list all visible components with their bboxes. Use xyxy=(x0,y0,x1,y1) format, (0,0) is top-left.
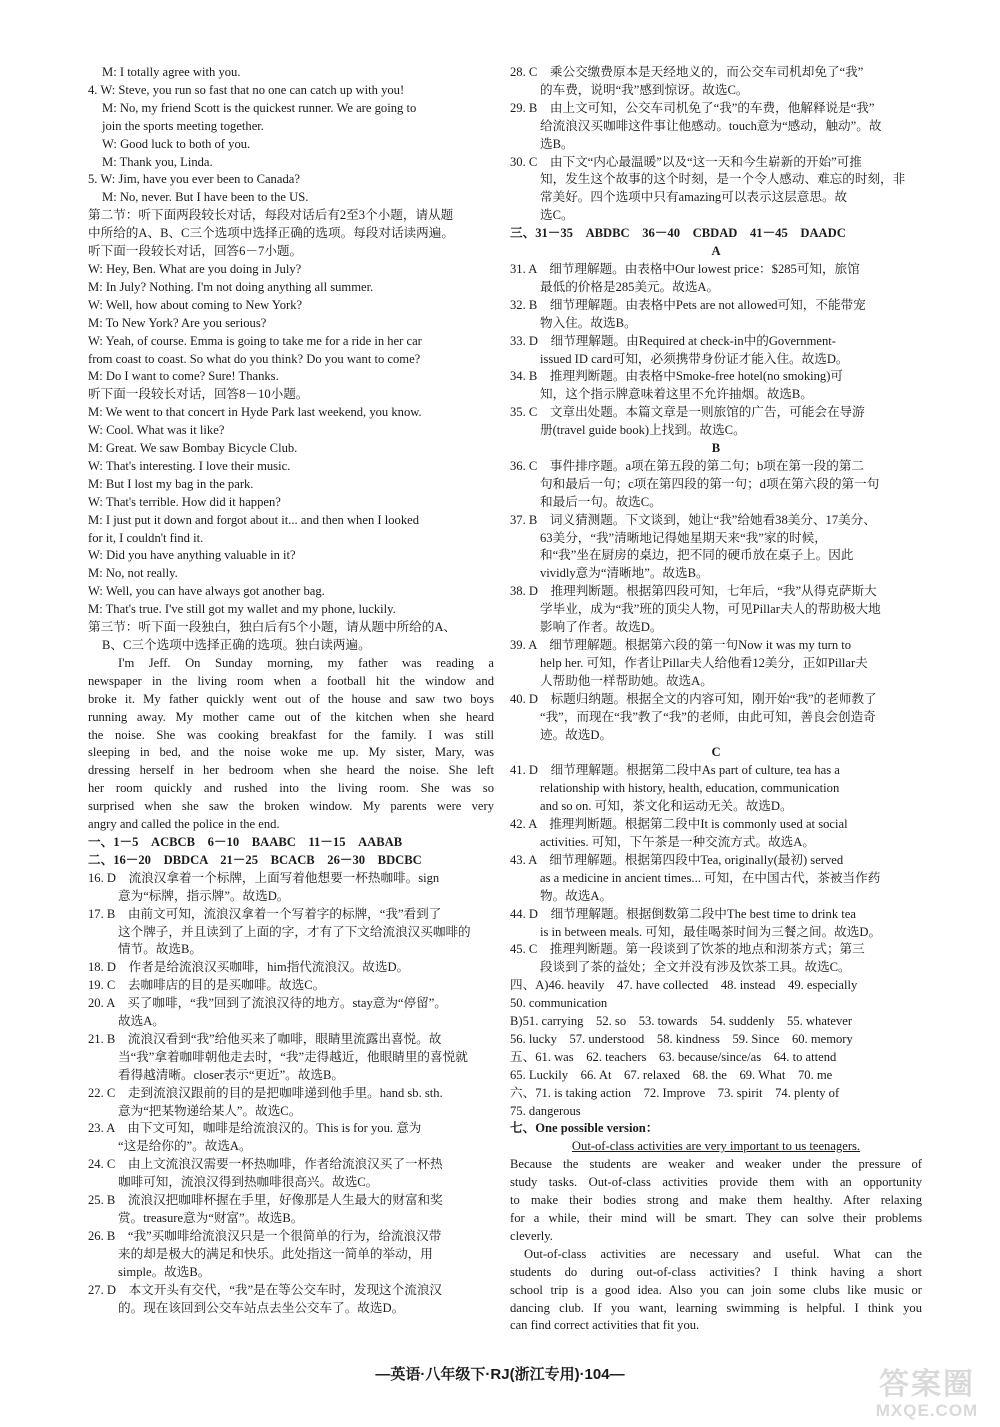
text-line: 75. dangerous xyxy=(510,1103,581,1118)
text-line: broke it. My father quickly went out of the house and saw two boys xyxy=(88,691,494,706)
text-line: simple。故选B。 xyxy=(118,1264,211,1279)
text-line: W: Good luck to both of you. xyxy=(102,136,251,151)
text-line: and so on. 可知，茶文化和运动无关。故选D。 xyxy=(540,799,793,814)
text-line: 32. B 细节理解题。由表格中Pets are not allowed可知，不能带宠 xyxy=(510,297,866,312)
text-line: 29. B 由上文可知，公交车司机免了“我”的车费，他解释说是“我” xyxy=(510,100,875,115)
text-line: 18. D 作者是给流浪汉买咖啡，him指代流浪汉。故选D。 xyxy=(88,960,410,975)
watermark-line-2: MXQE.COM xyxy=(875,1401,979,1420)
text-line: “我”，而现在“我”教了“我”的老师，由此可知，善良会创造奇 xyxy=(540,709,876,724)
text-line: 4. W: Steve, you run so fast that no one can catch up with you! xyxy=(88,82,405,97)
text-line: 情节。故选B。 xyxy=(118,942,202,957)
text-line: 35. C 文章出处题。本篇文章是一则旅馆的广告，可能会在导游 xyxy=(510,405,865,420)
text-line: 听下面一段较长对话，回答8－10小题。 xyxy=(88,387,309,402)
text-line: W: Yeah, of course. Emma is going to take me for a ride in her car xyxy=(88,333,422,348)
text-line: issued ID card可知，必须携带身份证才能入住。故选D。 xyxy=(540,351,849,366)
text-line: 21. B 流浪汉看到“我”给他买来了咖啡，眼睛里流露出喜悦。故 xyxy=(88,1031,442,1046)
text-line: W: Hey, Ben. What are you doing in July? xyxy=(88,261,302,276)
text-line: her room quickly and rushed into the living room. She was so xyxy=(88,781,494,796)
text-line: 44. D 细节理解题。根据倒数第二段中The best time to drink tea xyxy=(510,906,856,921)
text-line: 常美好。四个选项中只有amazing可以表示这层意思。故 xyxy=(540,190,848,205)
text-line: 故选A。 xyxy=(118,1014,165,1029)
text-line: for a while, their mind will be smart. They can solve their problems xyxy=(510,1211,922,1225)
text-line: 学毕业，成为“我”班的顶尖人物，可见Pillar夫人的帮助极大地 xyxy=(540,602,881,617)
text-line: newspaper in the living room when a football hit the window and xyxy=(88,673,494,688)
text-line: I'm Jeff. On Sunday morning, my father was reading a xyxy=(118,655,494,670)
text-line: 63美分，“我”清晰地记得她星期天来“我”家的时候， xyxy=(540,530,827,545)
text-line: M: In July? Nothing. I'm not doing anything all summer. xyxy=(88,279,374,294)
text-line: from coast to coast. So what do you think? Do you want to come? xyxy=(88,351,421,366)
text-line: join the sports meeting together. xyxy=(102,118,264,133)
text-line: Out-of-class activities are very important to us teenagers. xyxy=(571,1139,861,1154)
text-line: 册(travel guide book)上找到。故选C。 xyxy=(540,423,746,438)
text-line: 来的却是极大的满足和快乐。此处指这一简单的举动，用 xyxy=(118,1246,433,1261)
text-line: students do during out-of-class activities? I think having a short xyxy=(510,1264,922,1279)
text-line: 五、61. was 62. teachers 63. because/since/as 64. to attend xyxy=(510,1049,837,1064)
text-line: 知，这个指示牌意味着这里不允许抽烟。故选B。 xyxy=(540,387,813,402)
text-line: M: But I lost my bag in the park. xyxy=(88,476,254,491)
text-line: the noise. She was cooking breakfast for the family. I was still xyxy=(88,727,494,742)
text-line: relationship with history, health, education, communication xyxy=(540,781,840,796)
text-line: M: I just put it down and forgot about it... and then when I looked xyxy=(88,512,420,527)
text-line: W: Well, how about coming to New York? xyxy=(88,297,303,312)
text-line: vividly意为“清晰地”。故选B。 xyxy=(540,566,709,581)
text-line: 第三节：听下面一段独白，独白后有5个小题，请从题中所给的A、 xyxy=(88,620,457,635)
text-line: can find correct activities that fit you. xyxy=(510,1318,700,1333)
text-line: 31. A 细节理解题。由表格中Our lowest price：$285可知，旅馆 xyxy=(510,261,860,276)
right-column xyxy=(510,64,922,1335)
text-line: 物入住。故选B。 xyxy=(540,315,637,330)
text-line: running away. My mother came out of the kitchen when she heard xyxy=(88,709,494,724)
text-line: 当“我”拿着咖啡朝他走去时，“我”走得越近，他眼睛里的喜悦就 xyxy=(118,1049,468,1064)
text-line: as a medicine in ancient times... 可知，在中国古代，茶被当作药 xyxy=(540,870,881,885)
watermark-logo xyxy=(862,1368,992,1422)
text-line: 一、1－5 ACBCB 6－10 BAABC 11－15 AABAB xyxy=(88,834,403,849)
text-line: 听下面一段较长对话，回答6－7小题。 xyxy=(88,244,303,259)
text-line: 看得越清晰。closer表示“更近”。故选B。 xyxy=(118,1067,344,1082)
text-line: C xyxy=(711,745,721,760)
text-line: 41. D 细节理解题。根据第二段中As part of culture, tea has a xyxy=(510,763,840,778)
text-line: 人帮助他一样帮助她。故选A。 xyxy=(540,673,713,688)
text-line: M: That's true. I've still got my wallet and my phone, luckily. xyxy=(88,602,396,617)
text-line: 42. A 推理判断题。根据第二段中It is commonly used at social xyxy=(510,817,848,832)
text-line: W: Did you have anything valuable in it? xyxy=(88,548,296,563)
text-line: surprised when she saw the broken window. My parents were very xyxy=(88,799,494,814)
text-line: is in between meals. 可知，最佳喝茶时间为三餐之间。故选D。 xyxy=(540,924,882,939)
text-line: 5. W: Jim, have you ever been to Canada? xyxy=(88,172,300,187)
text-line: M: Great. We saw Bombay Bicycle Club. xyxy=(88,441,298,456)
text-line: M: No, never. But I have been to the US. xyxy=(102,190,309,205)
text-line: M: No, not really. xyxy=(88,566,178,581)
text-line: M: We went to that concert in Hyde Park last weekend, you know. xyxy=(88,405,422,420)
text-line: 56. lucky 57. understood 58. kindness 59. Since 60. memory xyxy=(510,1031,853,1046)
left-column xyxy=(88,64,494,1317)
text-line: 意为“把某物递给某人”。故选C。 xyxy=(118,1103,302,1118)
text-line: 第二节：听下面两段较长对话，每段对话后有2至3个小题，请从题 xyxy=(88,208,454,223)
text-line: 26. B “我”买咖啡给流浪汉只是一个很简单的行为，给流浪汉带 xyxy=(88,1228,442,1243)
text-line: B xyxy=(711,441,721,456)
text-line: 知，发生这个故事的这个时刻，是一个令人感动、难忘的时刻，非 xyxy=(540,172,906,187)
text-line: W: Well, you can have always got another bag. xyxy=(88,584,325,599)
text-line: dancing club. If you want, learning swimming is helpful. I think you xyxy=(510,1300,922,1315)
text-line: 22. C 走到流浪汉跟前的目的是把咖啡递到他手里。hand sb. sth. xyxy=(88,1085,443,1100)
text-line: 句和最后一句；c项在第四段的第一句；d项在第六段的第一句 xyxy=(540,476,880,491)
text-line: 段谈到了茶的益处；全文并没有涉及饮茶工具。故选C。 xyxy=(540,960,851,975)
text-line: 20. A 买了咖啡，“我”回到了流浪汉待的地方。stay意为“停留”。 xyxy=(88,996,447,1011)
text-line: activities. 可知，下午茶是一种交流方式。故选A。 xyxy=(540,834,815,849)
text-line: 34. B 推理判断题。由表格中Smoke-free hotel(no smoking)可 xyxy=(510,369,844,384)
text-line: M: To New York? Are you serious? xyxy=(88,315,267,330)
text-line: 这个牌子，并且读到了上面的字，才有了下文给流浪汉买咖啡的 xyxy=(118,924,471,939)
text-line: dressing herself in her bedroom when she heard the noise. She left xyxy=(88,763,494,778)
text-line: W: Cool. What was it like? xyxy=(88,423,225,438)
text-line: 影响了作者。故选D。 xyxy=(540,620,663,635)
page-footer: —英语·八年级下·RJ(浙江专用)·104— xyxy=(375,1366,625,1383)
text-line: 40. D 标题归纳题。根据全文的内容可知，刚开始“我”的老师教了 xyxy=(510,691,877,706)
text-line: 选C。 xyxy=(540,208,574,223)
text-line: 65. Luckily 66. At 67. relaxed 68. the 69. What 70. me xyxy=(510,1067,833,1082)
watermark-line-1: 答案圈 xyxy=(879,1367,975,1402)
text-line: 七、One possible version： xyxy=(510,1121,659,1136)
text-line: 物。故选A。 xyxy=(540,888,613,903)
text-line: 16. D 流浪汉拿着一个标牌，上面写着他想要一杯热咖啡。sign xyxy=(88,870,440,885)
text-line: 38. D 推理判断题。根据第四段可知，七年后，“我”从得克萨斯大 xyxy=(510,584,877,599)
text-line: 39. A 细节理解题。根据第六段的第一句Now it was my turn to xyxy=(510,638,852,652)
text-line: 咖啡可知，流浪汉得到热咖啡很高兴。故选C。 xyxy=(118,1175,379,1190)
text-line: W: That's terrible. How did it happen? xyxy=(88,494,281,509)
text-line: 给流浪汉买咖啡这件事让他感动。touch意为“感动，触动”。故 xyxy=(540,118,882,133)
text-line: 19. C 去咖啡店的目的是买咖啡。故选C。 xyxy=(88,978,326,993)
text-line: W: That's interesting. I love their music. xyxy=(88,458,291,473)
text-line: 28. C 乘公交缴费原本是天经地义的，而公交车司机却免了“我” xyxy=(510,65,864,79)
text-line: help her. 可知，作者让Pillar夫人给他看12美分，正如Pillar夫 xyxy=(540,655,868,670)
text-line: 43. A 细节理解题。根据第四段中Tea, originally(最初) served xyxy=(510,852,844,867)
text-line: to make their bodies strong and make them healthy. After relaxing xyxy=(510,1193,922,1208)
text-line: 36. C 事件排序题。a项在第五段的第二句；b项在第一段的第二 xyxy=(510,458,865,473)
text-line: 赏。treasure意为“财富”。故选B。 xyxy=(118,1211,304,1225)
text-line: angry and called the police in the end. xyxy=(88,817,280,832)
text-line: A xyxy=(711,244,721,259)
text-line: 迹。故选D。 xyxy=(540,727,613,742)
text-line: “这是给你的”。故选A。 xyxy=(118,1139,252,1154)
text-line: B、C三个选项中选择正确的选项。独白读两遍。 xyxy=(102,638,371,652)
text-line: 意为“标牌，指示牌”。故选D。 xyxy=(118,888,290,903)
text-line: 23. A 由下文可知，咖啡是给流浪汉的。This is for you. 意为 xyxy=(88,1121,422,1136)
text-line: M: No, my friend Scott is the quickest runner. We are going to xyxy=(102,100,417,115)
text-line: 45. C 推理判断题。第一段谈到了饮茶的地点和沏茶方式；第三 xyxy=(510,942,865,957)
text-line: study tasks. Out-of-class activities provide them with an opportunity xyxy=(510,1175,922,1190)
text-line: 和最后一句。故选C。 xyxy=(540,494,662,509)
text-line: sleeping in bed, and the noise woke me up. My sister, Mary, was xyxy=(88,745,494,760)
text-line: 选B。 xyxy=(540,136,574,151)
text-line: M: Thank you, Linda. xyxy=(102,154,213,169)
text-line: 30. C 由下文“内心最温暖”以及“这一天和今生崭新的开始”可推 xyxy=(510,154,862,169)
text-line: 二、16－20 DBDCA 21－25 BCACB 26－30 BDCBC xyxy=(88,852,422,867)
text-line: 25. B 流浪汉把咖啡杯握在手里，好像那是人生最大的财富和奖 xyxy=(88,1193,443,1208)
text-line: 四、A)46. heavily 47. have collected 48. instead 49. especially xyxy=(510,978,858,993)
text-line: 六、71. is taking action 72. Improve 73. spirit 74. plenty of xyxy=(510,1085,840,1100)
text-line: 三、31－35 ABDBC 36－40 CBDAD 41－45 DAADC xyxy=(510,226,846,241)
text-line: 的。现在该回到公交车站点去坐公交车了。故选D。 xyxy=(118,1300,405,1315)
text-line: 33. D 细节理解题。由Required at check-in中的Government- xyxy=(510,333,836,348)
text-line: 和“我”坐在厨房的桌边，把不同的硬币放在桌子上。因此 xyxy=(540,548,854,563)
text-line: 37. B 词义猜测题。下文谈到，她让“我”给她看38美分、17美分、 xyxy=(510,512,876,527)
text-line: 最低的价格是285美元。故选A。 xyxy=(540,279,720,294)
text-line: B)51. carrying 52. so 53. towards 54. suddenly 55. whatever xyxy=(510,1014,853,1029)
text-line: 27. D 本文开头有交代，“我”是在等公交车时，发现这个流浪汉 xyxy=(88,1282,443,1297)
text-line: 50. communication xyxy=(510,996,608,1011)
text-line: for it, I couldn't find it. xyxy=(88,530,204,545)
text-line: school trip is a good idea. Also you can join some clubs like music or xyxy=(510,1282,922,1297)
text-line: 17. B 由前文可知，流浪汉拿着一个写着字的标牌，“我”看到了 xyxy=(88,906,442,921)
text-line: cleverly. xyxy=(510,1228,553,1243)
text-line: 24. C 由上文流浪汉需要一杯热咖啡，作者给流浪汉买了一杯热 xyxy=(88,1157,443,1172)
text-line: 的车费，说明“我”感到惊讶。故选C。 xyxy=(540,82,749,97)
text-line: M: I totally agree with you. xyxy=(102,65,241,79)
text-line: Out-of-class activities are necessary and useful. What can the xyxy=(524,1246,922,1261)
text-line: M: Do I want to come? Sure! Thanks. xyxy=(88,369,279,384)
text-line: Because the students are weaker and weaker under the pressure of xyxy=(510,1157,922,1172)
text-line: 中所给的A、B、C三个选项中选择正确的选项。每段对话读两遍。 xyxy=(88,226,454,241)
